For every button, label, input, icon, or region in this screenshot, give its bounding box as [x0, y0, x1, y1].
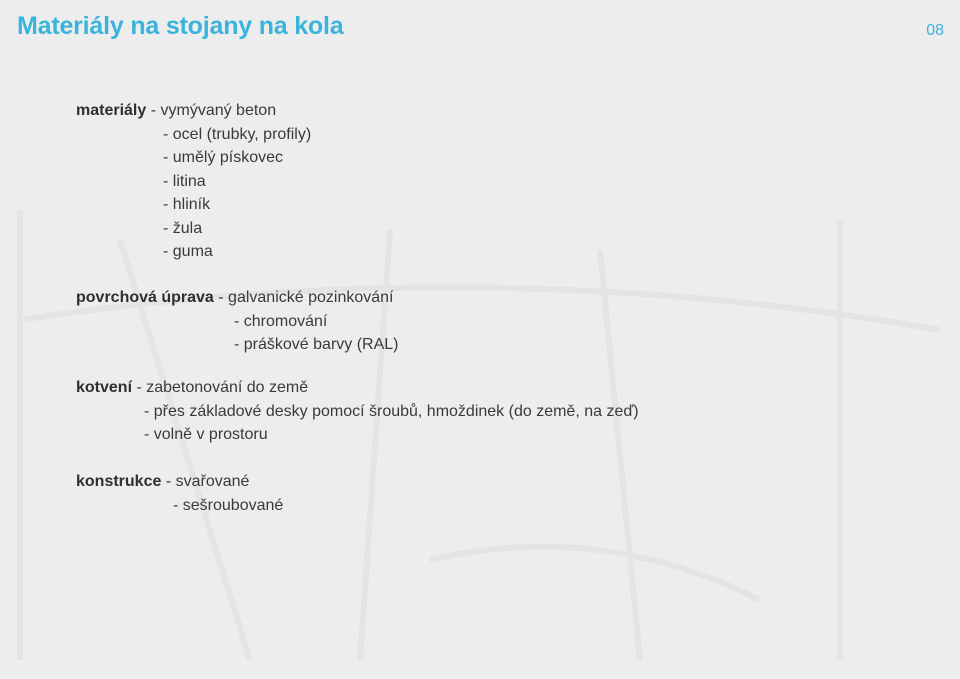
materials-label: materiály [76, 102, 147, 119]
construction-item: - svařované [161, 473, 250, 490]
materials-section [76, 99, 311, 264]
materials-item: - vymývaný beton [146, 102, 277, 119]
anchoring-item: - přes základové desky pomocí šroubů, hmoždinek (do země, na zeď) [144, 402, 639, 420]
surface-item: - práškové barvy (RAL) [234, 336, 399, 353]
surface-treatment-section [76, 286, 399, 357]
materials-item: - ocel (trubky, profily) [163, 125, 312, 143]
materials-item: - guma [163, 243, 213, 260]
materials-item: - umělý pískovec [163, 149, 284, 166]
materials-item: - hliník [163, 196, 211, 213]
construction-first-row [76, 470, 283, 494]
materials-first-row [76, 99, 311, 123]
page-number: 08 [926, 22, 944, 39]
surface-label: povrchová úprava [76, 289, 214, 306]
construction-section [76, 470, 283, 517]
anchoring-item: - zabetonování do země [132, 379, 309, 396]
surface-item: - galvanické pozinkování [213, 289, 394, 306]
construction-item: - sešroubované [173, 496, 284, 514]
surface-first-row [76, 286, 399, 310]
anchoring-first-row [76, 376, 639, 400]
anchoring-section [76, 376, 639, 447]
materials-item: - žula [163, 219, 203, 237]
construction-label: konstrukce [76, 473, 162, 490]
materials-item: - litina [163, 172, 206, 190]
anchoring-label: kotvení [76, 379, 133, 396]
surface-item: - chromování [234, 312, 328, 330]
anchoring-item: - volně v prostoru [144, 426, 268, 443]
page-title: Materiály na stojany na kola [17, 12, 344, 40]
